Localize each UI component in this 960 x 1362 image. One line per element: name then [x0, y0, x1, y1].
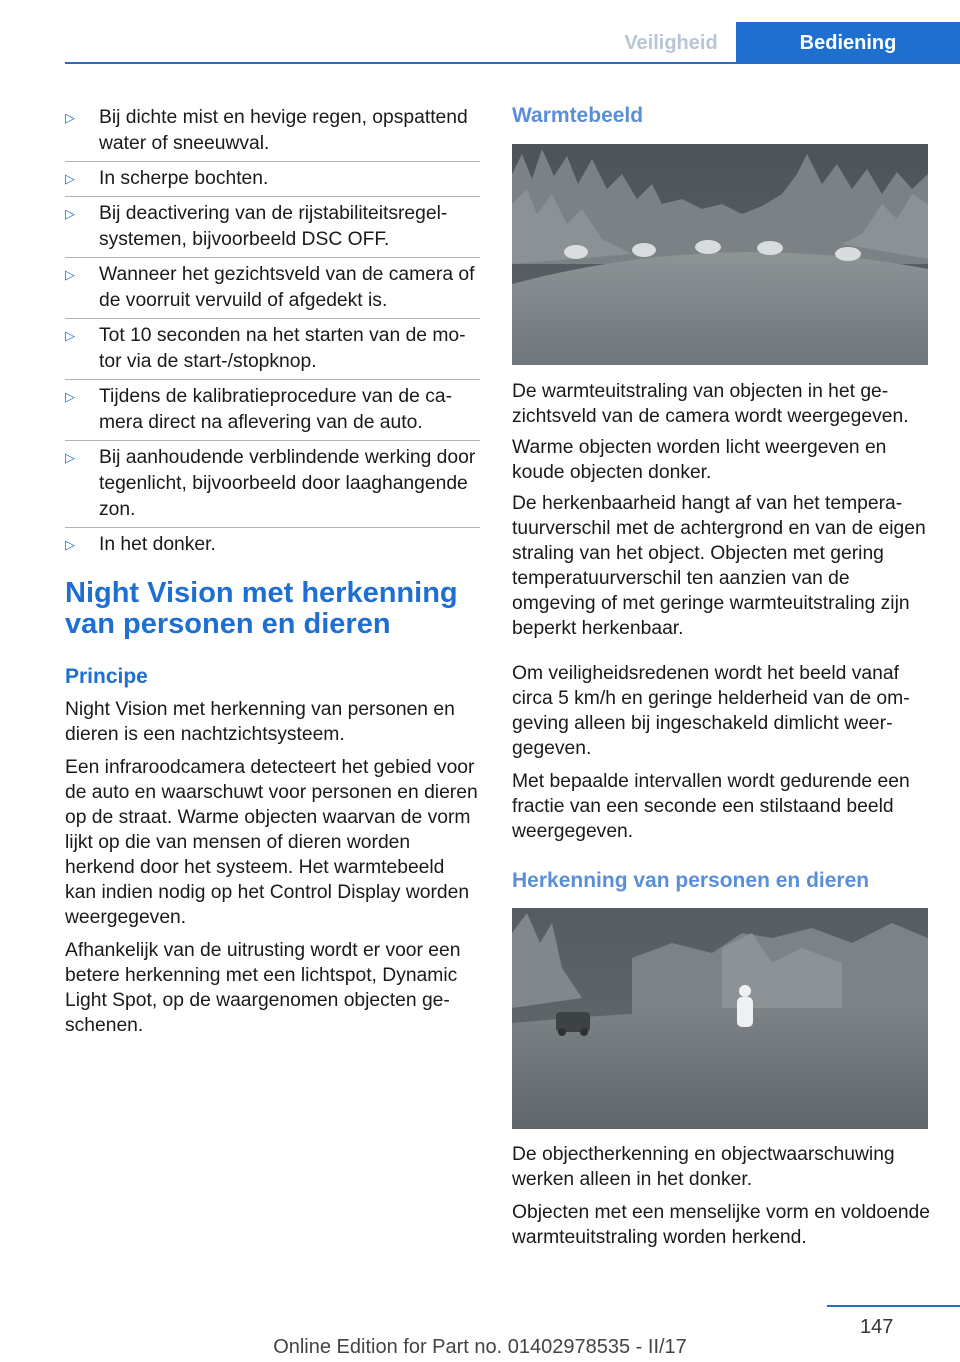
triangle-bullet-icon: ▷: [65, 171, 75, 186]
thermal-image-pedestrian-illustration: [512, 908, 928, 1129]
triangle-bullet-icon: ▷: [65, 110, 75, 125]
tab-bediening[interactable]: Bediening: [736, 22, 960, 62]
triangle-bullet-icon: ▷: [65, 389, 75, 404]
list-item: [65, 104, 480, 162]
list-item: [65, 441, 480, 528]
list-item: [65, 162, 480, 197]
triangle-bullet-icon: ▷: [65, 537, 75, 552]
footer-rule: [827, 1305, 960, 1307]
herkenning-paragraph-1: De objectherkenning en objectwaarschuwing werken alleen in het donker.: [512, 1144, 895, 1190]
list-item: [65, 197, 480, 258]
thermal-image-animals: [512, 144, 928, 365]
warmtebeeld-paragraph-4: Om veiligheidsredenen wordt het beeld vanaf circa 5 km/h en geringe helderheid van de omgeving alleen bij ingeschakeld dimlicht weergegeven.: [512, 663, 910, 759]
principe-paragraph-3: Afhankelijk van de uitrusting wordt er voor een betere herkenning met een lichtspot, Dynamic Light Spot, op de waargenomen objecten geschenen.: [65, 940, 461, 1036]
herkenning-heading: Herkenning van personen en dieren: [512, 869, 870, 892]
triangle-bullet-icon: ▷: [65, 206, 75, 221]
warmtebeeld-heading: Warmtebeeld: [512, 104, 644, 127]
list-item-text: Bij dichte mist en hevige regen, opspattend water of sneeuwval.: [99, 107, 468, 154]
list-item-text: Bij deactivering van de rijstabiliteitsregelsystemen, bijvoorbeeld DSC OFF.: [99, 203, 448, 250]
list-item: [65, 319, 480, 380]
thermal-image-pedestrian: [512, 908, 928, 1129]
list-item-text: Bij aanhoudende verblindende werking door tegenlicht, bijvoorbeeld door laaghangende zon.: [99, 447, 476, 520]
header-rule: [65, 62, 960, 64]
list-item-text: Tot 10 seconden na het starten van de motor via de start-/stopknop.: [99, 325, 466, 372]
principe-heading: Principe: [65, 665, 148, 688]
list-item: [65, 380, 480, 441]
triangle-bullet-icon: ▷: [65, 267, 75, 282]
triangle-bullet-icon: ▷: [65, 328, 75, 343]
edition-footer: Online Edition for Part no. 01402978535 - II/17: [273, 1336, 687, 1358]
warmtebeeld-paragraph-3: De herkenbaarheid hangt af van het temperatuurverschil met de achtergrond en van de eigen straling van het object. Objecten met gering temperatuurverschil ten aanzien van de omgeving of met geringe warmteuitstraling zijn beperkt herkenbaar.: [512, 493, 926, 639]
page-number: 147: [860, 1316, 894, 1338]
tab-veiligheid[interactable]: Veiligheid: [624, 32, 718, 54]
list-item: [65, 258, 480, 319]
list-item-text: In het donker.: [99, 534, 216, 555]
list-item-text: In scherpe bochten.: [99, 168, 269, 189]
warmtebeeld-paragraph-5: Met bepaalde intervallen wordt gedurende een fractie van een seconde een stilstaand beeld weergegeven.: [512, 771, 910, 842]
list-item-text: Tijdens de kalibratieprocedure van de camera direct na aflevering van de auto.: [99, 386, 452, 433]
list-item: [65, 528, 480, 562]
condition-list: [65, 104, 480, 562]
principe-paragraph-1: Night Vision met herkenning van personen en dieren is een nachtzichtsysteem.: [65, 699, 455, 745]
warmtebeeld-paragraph-1: De warmteuitstraling van objecten in het gezichtsveld van de camera wordt weergegeven.: [512, 381, 909, 427]
thermal-image-animals-illustration: [512, 144, 928, 365]
triangle-bullet-icon: ▷: [65, 450, 75, 465]
list-item-text: Wanneer het gezichtsveld van de camera of de voorruit vervuild of afgedekt is.: [99, 264, 475, 311]
principe-paragraph-2: Een infraroodcamera detecteert het gebied voor de auto en waarschuwt voor personen en dieren op de straat. Warme objecten waarvan de vorm lijkt op die van mensen of dieren worden herkend door het systeem. Het warmtebeeld kan indien nodig op het Control Display worden weergegeven.: [65, 757, 478, 928]
herkenning-paragraph-2: Objecten met een menselijke vorm en voldoende warmteuitstraling worden herkend.: [512, 1202, 930, 1248]
warmtebeeld-paragraph-2: Warme objecten worden licht weergeven en koude objecten donker.: [512, 437, 887, 483]
section-title: Night Vision met herkenning van personen en dieren: [65, 577, 458, 640]
